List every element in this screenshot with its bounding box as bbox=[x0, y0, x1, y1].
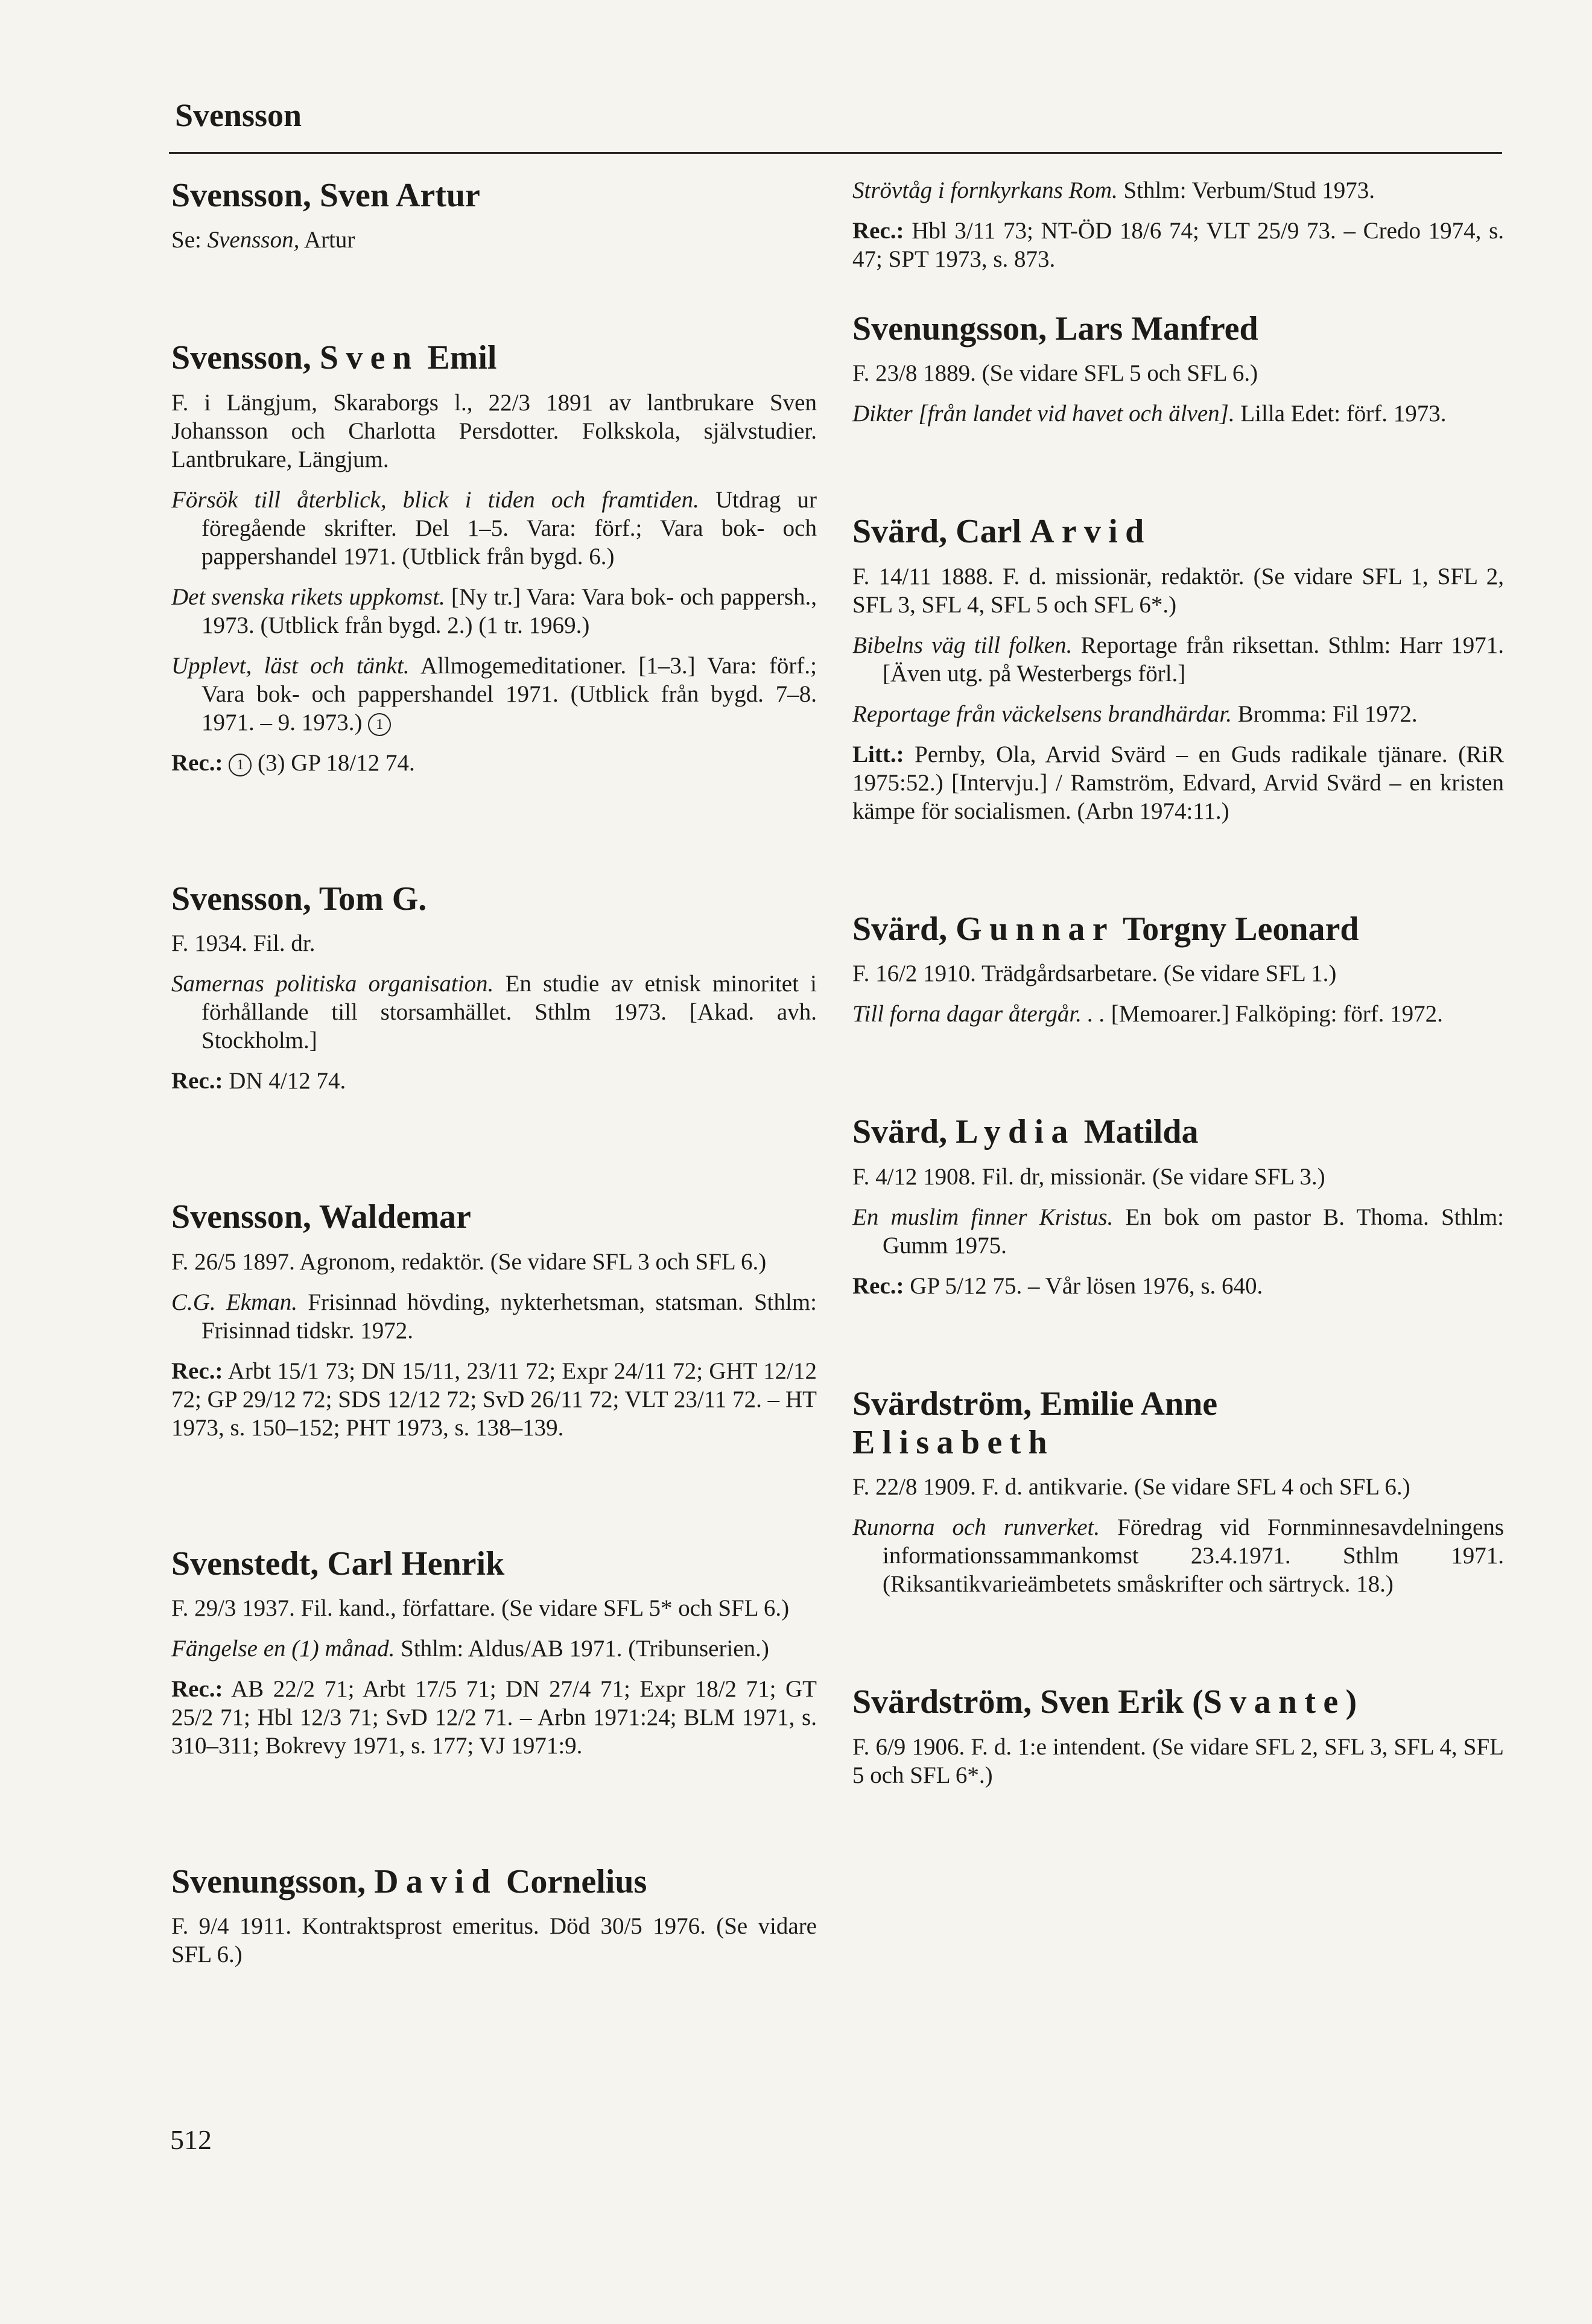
entry-heading: Svenungsson, David Cornelius bbox=[171, 1862, 647, 1900]
see-target: Svensson, bbox=[207, 227, 300, 253]
work: Det svenska rikets uppkomst. [Ny tr.] Vara: Vara bok- och pappersh., 1973. (Utblick från bygd. 2.) (1 tr. 1969.) bbox=[171, 583, 817, 638]
work: Upplevt, läst och tänkt. Allmogemeditationer. [1–3.] Vara: förf.; Vara bok- och pappershandel 1971. (Utblick från bygd. 7–8. 1971. – 9. 1973.) 1 bbox=[171, 652, 817, 735]
entry-svensson-tom bbox=[171, 880, 817, 1095]
work-title: Till forna dagar återgår. . . bbox=[852, 1001, 1105, 1027]
entry-heading: Svärdström, Emilie Anne Elisabeth bbox=[852, 1385, 1218, 1461]
work-title: Upplevt, läst och tänkt. bbox=[171, 652, 410, 679]
header-rule bbox=[169, 152, 1502, 154]
work: Samernas politiska organisation. En studie av etnisk minoritet i förhållande till storsamhället. Sthlm 1973. [Akad. avh. Stockholm.] bbox=[171, 971, 817, 1054]
work: C.G. Ekman. Frisinnad hövding, nykterhetsman, statsman. Sthlm: Frisinnad tidskr. 1972. bbox=[171, 1289, 817, 1344]
work-title: Det svenska rikets uppkomst. bbox=[171, 583, 445, 610]
circled-one-icon: 1 bbox=[368, 713, 391, 736]
entry-heading: Svensson, Tom G. bbox=[171, 880, 427, 918]
reviews: Rec.: DN 4/12 74. bbox=[171, 1068, 346, 1094]
heading-spaced-name: Svante bbox=[1203, 1683, 1346, 1721]
heading-spaced-name: Gunnar bbox=[956, 910, 1115, 948]
entry-svardstrom-sven-erik bbox=[852, 1683, 1504, 1789]
work-title: Reportage från väckelsens brandhärdar. bbox=[852, 700, 1232, 727]
entry-svard-carl-arvid bbox=[852, 512, 1504, 825]
bio: F. 9/4 1911. Kontraktsprost emeritus. Död 30/5 1976. (Se vidare SFL 6.) bbox=[171, 1913, 817, 1968]
entry-svard-gunnar bbox=[852, 910, 1504, 1028]
bio: F. 26/5 1897. Agronom, redaktör. (Se vidare SFL 3 och SFL 6.) bbox=[171, 1248, 767, 1275]
entry-svenstedt-carl-henrik bbox=[171, 1545, 817, 1760]
bio: F. 22/8 1909. F. d. antikvarie. (Se vidare SFL 4 och SFL 6.) bbox=[852, 1474, 1410, 1500]
bio: F. 1934. Fil. dr. bbox=[171, 930, 316, 957]
entry-svenungsson-david bbox=[171, 1862, 817, 1969]
bio: F. 14/11 1888. F. d. missionär, redaktör. (Se vidare SFL 1, SFL 2, SFL 3, SFL 4, SFL 5 och SFL 6*.) bbox=[852, 563, 1504, 618]
reviews: Rec.: 1 (3) GP 18/12 74. bbox=[171, 749, 415, 776]
bio: F. 16/2 1910. Trädgårdsarbetare. (Se vidare SFL 1.) bbox=[852, 960, 1337, 987]
work: Försök till återblick, blick i tiden och framtiden. Utdrag ur föregående skrifter. Del 1–5. Vara: förf.; Vara bok- och pappershandel 1971. (Utblick från bygd. 6.) bbox=[171, 486, 817, 570]
entry-svensson-sven-emil bbox=[171, 338, 817, 776]
entry-heading: Svensson, Sven Artur bbox=[171, 177, 480, 214]
see-label: Se: bbox=[171, 227, 201, 253]
work-title: Samernas politiska organisation. bbox=[171, 971, 494, 997]
entry-svardstrom-emilie bbox=[852, 1385, 1504, 1599]
work-title: Fängelse en (1) månad. bbox=[171, 1635, 395, 1662]
reviews: Rec.: Hbl 3/11 73; NT-ÖD 18/6 74; VLT 25/9 73. – Credo 1974, s. 47; SPT 1973, s. 873. bbox=[852, 218, 1505, 272]
page-number: 512 bbox=[170, 2124, 212, 2155]
work-title: C.G. Ekman. bbox=[171, 1289, 298, 1315]
see-rest: Artur bbox=[303, 227, 355, 253]
work: Dikter [från landet vid havet och älven]. Lilla Edet: förf. 1973. bbox=[852, 401, 1447, 427]
work: Runorna och runverket. Föredrag vid Fornminnesavdelningens informationssammankomst 23.4.1971. Sthlm 1971. (Riksantikvarieämbetets småskrifter och särtryck. 18.) bbox=[852, 1514, 1505, 1598]
entry-continuation bbox=[852, 176, 1504, 273]
bio: F. 23/8 1889. (Se vidare SFL 5 och SFL 6.) bbox=[852, 360, 1258, 387]
entry-heading: Svärd, Gunnar Torgny Leonard bbox=[852, 910, 1359, 948]
work: Strövtåg i fornkyrkans Rom. Sthlm: Verbum/Stud 1973. bbox=[852, 177, 1375, 203]
entry-heading: Svensson, Sven Emil bbox=[171, 339, 497, 377]
entry-heading: Svenstedt, Carl Henrik bbox=[171, 1545, 505, 1583]
entry-svensson-sven-artur bbox=[171, 176, 817, 254]
heading-spaced-name: Lydia bbox=[956, 1113, 1076, 1151]
work: En muslim finner Kristus. En bok om pastor B. Thoma. Sthlm: Gumm 1975. bbox=[852, 1204, 1505, 1259]
reviews: Rec.: AB 22/2 71; Arbt 17/5 71; DN 27/4 71; Expr 18/2 71; GT 25/2 71; Hbl 12/3 71; SvD 12/2 71. – Arbn 1971:24; BLM 1971, s. 310–311; Bokrevy 1971, s. 177; VJ 1971:9. bbox=[171, 1675, 817, 1759]
reviews: Rec.: Arbt 15/1 73; DN 15/11, 23/11 72; Expr 24/11 72; GHT 12/12 72; GP 29/12 72; SDS 12/12 72; SvD 26/11 72; VLT 23/11 72. – HT 1973, s. 150–152; PHT 1973, s. 138–139. bbox=[171, 1357, 817, 1441]
work-title: Dikter [från landet vid havet och älven]. bbox=[852, 401, 1235, 427]
entry-svenungsson-lars bbox=[852, 310, 1504, 428]
literature: Litt.: Pernby, Ola, Arvid Svärd – en Guds radikale tjänare. (RiR 1975:52.) [Intervju.] / Ramström, Edvard, Arvid Svärd – en kristen kämpe för socialismen. (Arbn 1974:11.) bbox=[852, 741, 1505, 824]
entry-heading: Svärdström, Sven Erik (Svante) bbox=[852, 1683, 1357, 1721]
bio: F. i Längjum, Skaraborgs l., 22/3 1891 av lantbrukare Sven Johansson och Charlotta Persdotter. Folkskola, självstudier. Lantbrukare, Längjum. bbox=[171, 389, 817, 472]
bio: F. 6/9 1906. F. d. 1:e intendent. (Se vidare SFL 2, SFL 3, SFL 4, SFL 5 och SFL 6*.) bbox=[852, 1733, 1504, 1788]
work: Reportage från väckelsens brandhärdar. Bromma: Fil 1972. bbox=[852, 700, 1418, 727]
entry-svard-lydia bbox=[852, 1113, 1504, 1300]
left-column bbox=[171, 176, 817, 1981]
entry-heading: Svärd, Carl Arvid bbox=[852, 513, 1152, 551]
heading-spaced-name: David bbox=[374, 1862, 498, 1900]
work-title: Runorna och runverket. bbox=[852, 1514, 1100, 1541]
entry-svensson-waldemar bbox=[171, 1198, 817, 1441]
work: Fängelse en (1) månad. Sthlm: Aldus/AB 1971. (Tribunserien.) bbox=[171, 1635, 769, 1662]
work: Till forna dagar återgår. . . [Memoarer.] Falköping: förf. 1972. bbox=[852, 1001, 1443, 1027]
work-title: Strövtåg i fornkyrkans Rom. bbox=[852, 177, 1118, 203]
right-column bbox=[852, 176, 1504, 1802]
bio: F. 29/3 1937. Fil. kand., författare. (Se vidare SFL 5* och SFL 6.) bbox=[171, 1595, 790, 1621]
work: Bibelns väg till folken. Reportage från riksettan. Sthlm: Harr 1971. [Även utg. på Westerbergs förl.] bbox=[852, 632, 1505, 687]
entry-heading: Svenungsson, Lars Manfred bbox=[852, 310, 1258, 348]
work-title: Bibelns väg till folken. bbox=[852, 632, 1073, 658]
see-reference bbox=[171, 226, 817, 254]
reviews: Rec.: GP 5/12 75. – Vår lösen 1976, s. 640. bbox=[852, 1272, 1263, 1299]
running-head: Svensson bbox=[175, 97, 302, 133]
work-title: Försök till återblick, blick i tiden och framtiden. bbox=[171, 486, 699, 513]
entry-heading: Svensson, Waldemar bbox=[171, 1198, 471, 1236]
work-title: En muslim finner Kristus. bbox=[852, 1204, 1114, 1230]
bio: F. 4/12 1908. Fil. dr, missionär. (Se vidare SFL 3.) bbox=[852, 1163, 1325, 1190]
heading-spaced-name: Arvid bbox=[1030, 513, 1152, 551]
circled-one-icon: 1 bbox=[229, 754, 252, 776]
entry-heading: Svärd, Lydia Matilda bbox=[852, 1113, 1199, 1151]
heading-spaced-name: Elisabeth bbox=[852, 1423, 1054, 1461]
heading-spaced-name: Sven bbox=[319, 339, 419, 377]
